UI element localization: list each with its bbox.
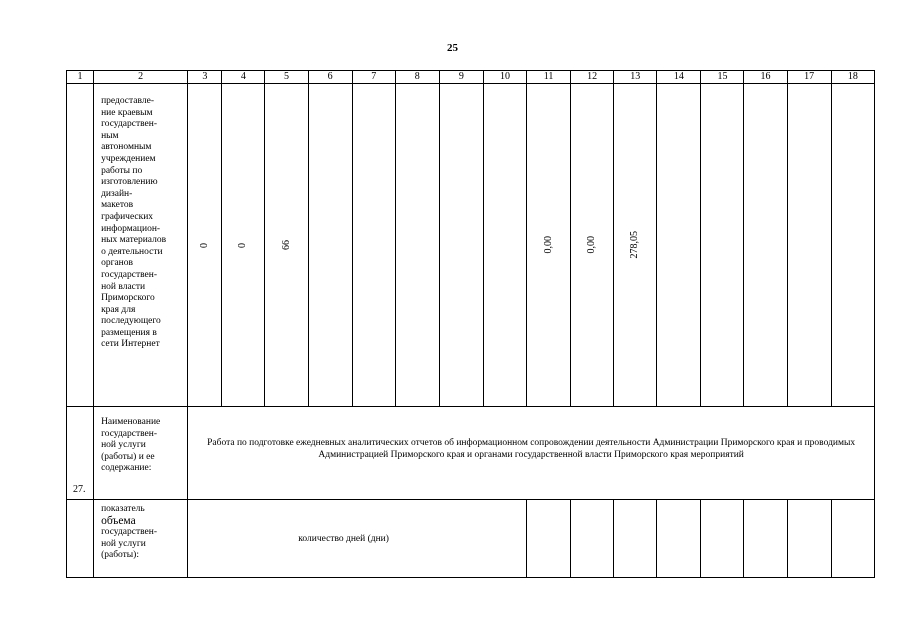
header-cell: 11	[527, 71, 571, 84]
empty-cell	[352, 84, 395, 407]
header-cell: 14	[657, 71, 701, 84]
description-line: края для	[101, 304, 136, 315]
header-cell: 9	[439, 71, 483, 84]
empty-cell	[657, 500, 701, 578]
value-col12: 0,00	[586, 236, 598, 254]
volume-indicator-label	[94, 500, 187, 562]
header-cell: 6	[308, 71, 352, 84]
empty-cell	[701, 84, 744, 407]
value-cell-col11	[527, 84, 571, 407]
header-cell: 13	[614, 71, 657, 84]
value-cell-col12	[571, 84, 614, 407]
unit-of-measure: количество дней (дни)	[188, 500, 527, 578]
label-line: государствен-	[101, 527, 158, 538]
empty-cell	[787, 84, 831, 407]
header-cell: 1	[67, 71, 94, 84]
label-cell	[94, 407, 188, 500]
header-cell: 17	[787, 71, 831, 84]
label-line: показатель	[101, 504, 145, 514]
header-cell: 15	[701, 71, 744, 84]
description-line: государствен-	[101, 119, 158, 130]
description-line: предоставле-	[101, 96, 154, 106]
service-description	[94, 84, 187, 351]
description-line: дизайн-	[101, 188, 133, 199]
header-cell: 7	[352, 71, 395, 84]
header-cell: 4	[222, 71, 265, 84]
label-line: объема	[101, 514, 136, 527]
description-line: размещения в	[101, 327, 157, 338]
empty-cell	[831, 84, 874, 407]
table-row	[67, 500, 875, 578]
value-cell-col3	[188, 84, 222, 407]
data-table	[66, 70, 875, 578]
value-col5: 66	[280, 240, 292, 250]
description-line: работы по	[101, 165, 143, 176]
description-line: ной власти	[101, 281, 146, 292]
description-line: учреждением	[101, 153, 156, 164]
empty-cell	[439, 84, 483, 407]
label-line: содержание:	[101, 463, 152, 474]
service-name-label	[94, 407, 187, 475]
value-col13: 278,05	[629, 231, 641, 259]
empty-cell	[787, 500, 831, 578]
empty-cell	[395, 84, 439, 407]
label-line: государствен-	[101, 428, 158, 439]
label-line: ной услуги	[101, 538, 146, 549]
description-line: графических	[101, 211, 154, 222]
label-line: (работы):	[101, 550, 139, 561]
description-line: информацион-	[101, 223, 161, 234]
value-col11: 0,00	[542, 236, 554, 254]
description-line: Приморского	[101, 293, 155, 304]
row-number-cell	[67, 500, 94, 578]
empty-cell	[701, 500, 744, 578]
value-col3: 0	[198, 242, 210, 248]
description-line: изготовлению	[101, 177, 158, 188]
empty-cell	[308, 84, 352, 407]
header-cell: 2	[94, 71, 188, 84]
page-number: 25	[447, 42, 458, 54]
description-cell	[94, 84, 188, 407]
label-line: Наименование	[101, 417, 161, 427]
description-line: о деятельности	[101, 246, 163, 257]
description-line: сети Интернет	[101, 339, 160, 350]
value-cell-col13	[614, 84, 657, 407]
empty-cell	[527, 500, 571, 578]
header-row	[67, 71, 875, 84]
empty-cell	[657, 84, 701, 407]
description-line: макетов	[101, 200, 134, 211]
row-number: 27.	[67, 407, 94, 500]
header-cell: 10	[483, 71, 526, 84]
header-cell: 8	[395, 71, 439, 84]
description-line: ным	[101, 130, 119, 141]
description-line: органов	[101, 258, 133, 269]
service-content: Работа по подготовке ежедневных аналитических отчетов об информационном сопровождении деятельности Администрации Приморского края и проводимых Администрацией Приморского края и органами государственной власти Приморского края мероприятий	[188, 407, 875, 500]
empty-cell	[744, 84, 787, 407]
empty-cell	[483, 84, 526, 407]
table-row	[67, 84, 875, 407]
label-cell	[94, 500, 188, 578]
header-cell: 16	[744, 71, 787, 84]
empty-cell	[614, 500, 657, 578]
table-row	[67, 407, 875, 500]
value-cell-col4	[222, 84, 265, 407]
header-cell: 18	[831, 71, 874, 84]
description-line: автономным	[101, 142, 152, 153]
header-cell: 3	[188, 71, 222, 84]
empty-cell	[831, 500, 874, 578]
row-number-cell	[67, 84, 94, 407]
description-line: ных материалов	[101, 235, 167, 246]
description-line: последующего	[101, 316, 161, 327]
value-col4: 0	[237, 242, 249, 248]
label-line: ной услуги	[101, 440, 146, 451]
header-cell: 5	[265, 71, 308, 84]
header-cell: 12	[571, 71, 614, 84]
label-line: (работы) и ее	[101, 451, 155, 462]
value-cell-col5	[265, 84, 308, 407]
description-line: государствен-	[101, 269, 158, 280]
empty-cell	[744, 500, 787, 578]
empty-cell	[571, 500, 614, 578]
description-line: ние краевым	[101, 107, 153, 118]
